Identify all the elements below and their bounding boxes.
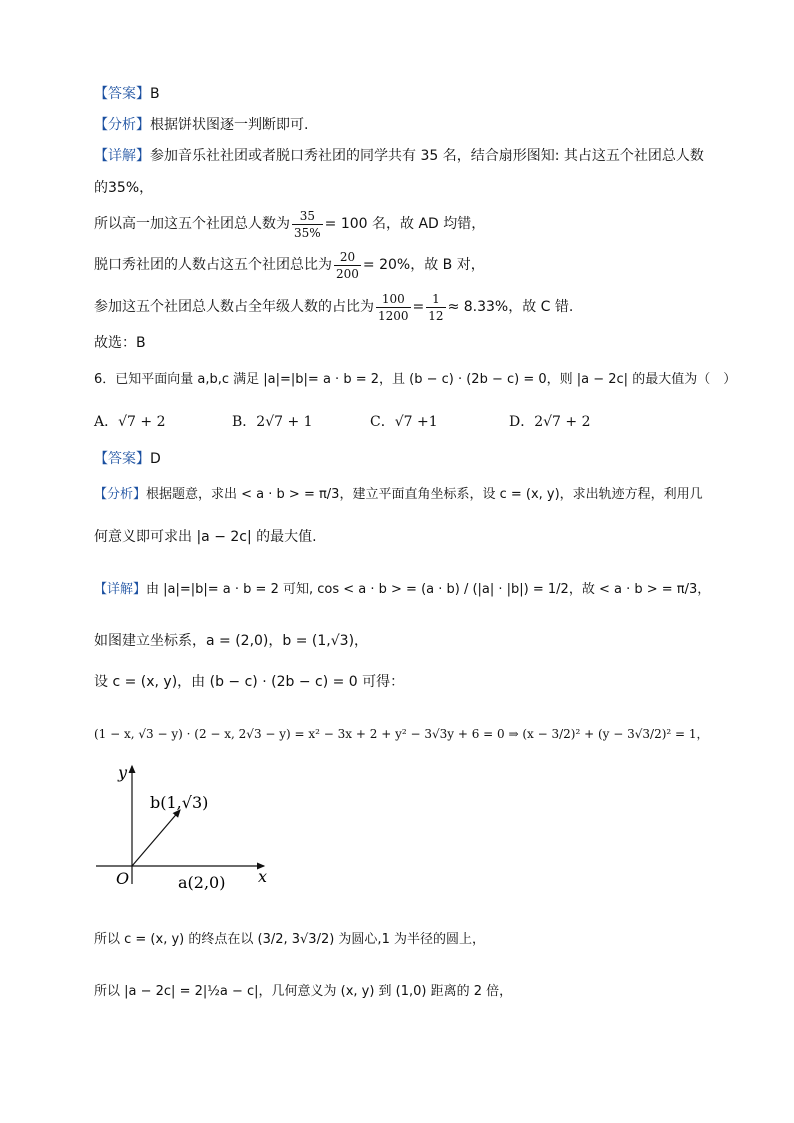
q6-detail-line-5: 所以 c = (x, y) 的终点在以 (3/2, 3√3/2) 为圆心,1 为半径的圆上， bbox=[94, 932, 485, 947]
q5-analysis-line bbox=[94, 115, 308, 135]
q5-share-line bbox=[94, 290, 573, 324]
detail-tag: 【详解】 bbox=[94, 148, 150, 164]
analysis-tag: 【分析】 bbox=[94, 117, 150, 133]
q6-detail-line-1 bbox=[94, 580, 710, 600]
q5-detail-line-2: 的35%， bbox=[94, 180, 154, 196]
denominator: 1200 bbox=[378, 308, 409, 323]
denominator: 12 bbox=[428, 308, 444, 323]
q5-total-line bbox=[94, 207, 485, 241]
answer-value: D bbox=[150, 451, 161, 467]
option-a: A．√7 + 2 bbox=[94, 414, 166, 430]
x-axis-label: x bbox=[258, 867, 268, 886]
q5-ratio-line bbox=[94, 248, 485, 282]
answer-value: B bbox=[150, 86, 160, 102]
equals: = bbox=[412, 299, 425, 315]
text: 脱口秀社团的人数占这五个社团总比为 bbox=[94, 257, 332, 273]
q6-detail-line-2: 如图建立坐标系，a = (2,0)，b = (1,√3)， bbox=[94, 633, 369, 649]
fraction bbox=[376, 291, 411, 324]
numerator: 1 bbox=[426, 291, 445, 308]
text: = 100 名，故 AD 均错， bbox=[324, 216, 486, 232]
q5-detail-line-1 bbox=[94, 146, 704, 166]
option-b: B．2√7 + 1 bbox=[232, 414, 313, 430]
q6-equation-line: (1 − x, √3 − y) · (2 − x, 2√3 − y) = x² − 3x + 2 + y² − 3√3y + 6 = 0 ⇒ (x − 3/2)² + (y − 3√3/2)² = 1， bbox=[94, 727, 709, 741]
vector-b-line bbox=[132, 810, 180, 866]
analysis-tag: 【分析】 bbox=[94, 487, 147, 502]
vector-a-label: a(2,0) bbox=[178, 873, 226, 892]
answer-tag: 【答案】 bbox=[94, 451, 150, 467]
fraction bbox=[334, 249, 361, 282]
q6-detail-line-3: 设 c = (x, y)，由 (b − c) · (2b − c) = 0 可得： bbox=[94, 674, 405, 690]
q5-choice-line: 故选：B bbox=[94, 335, 146, 351]
text: = 20%，故 B 对， bbox=[362, 257, 485, 273]
text: 所以高一加这五个社团总人数为 bbox=[94, 216, 290, 232]
detail-tag: 【详解】 bbox=[94, 582, 147, 597]
detail-text: 由 |a|=|b|= a · b = 2 可知, cos < a · b > = (a · b) / (|a| · |b|) = 1/2，故 < a · b > = π/3， bbox=[146, 582, 711, 597]
text: ≈ 8.33%，故 C 错. bbox=[447, 299, 574, 315]
denominator: 200 bbox=[336, 266, 359, 281]
numerator: 100 bbox=[376, 291, 411, 308]
analysis-text: 根据题意，求出 < a · b > = π/3，建立平面直角坐标系，设 c = (x, y)，求出轨迹方程，利用几 bbox=[146, 487, 703, 502]
q6-analysis-line-1 bbox=[94, 485, 703, 505]
fraction bbox=[426, 291, 445, 324]
numerator: 20 bbox=[334, 249, 361, 266]
q6-detail-line-6: 所以 |a − 2c| = 2|½a − c|，几何意义为 (x, y) 到 (1,0) 距离的 2 倍， bbox=[94, 984, 513, 999]
text: 参加这五个社团总人数占全年级人数的占比为 bbox=[94, 299, 374, 315]
q6-analysis-line-2: 何意义即可求出 |a − 2c| 的最大值. bbox=[94, 529, 317, 545]
option-c: C．√7 +1 bbox=[370, 414, 438, 430]
q6-answer-line bbox=[94, 449, 161, 469]
numerator: 35 bbox=[292, 208, 323, 225]
denominator: 35% bbox=[294, 225, 321, 240]
answer-tag: 【答案】 bbox=[94, 86, 150, 102]
q6-question: 6．已知平面向量 a,b,c 满足 |a|=|b|= a · b = 2，且 (b − c) · (2b − c) = 0，则 |a − 2c| 的最大值为（ ） bbox=[94, 372, 737, 387]
fraction bbox=[292, 208, 323, 241]
analysis-text: 根据饼状图逐一判断即可. bbox=[150, 117, 309, 133]
origin-label: O bbox=[116, 869, 130, 888]
option-d: D．2√7 + 2 bbox=[509, 414, 591, 430]
coordinate-figure bbox=[92, 760, 282, 900]
detail-text: 参加音乐社社团或者脱口秀社团的同学共有 35 名，结合扇形图知: 其占这五个社团总人数 bbox=[150, 148, 704, 164]
q5-answer-line bbox=[94, 84, 160, 104]
y-axis-label: y bbox=[118, 763, 128, 782]
vector-b-label: b(1,√3) bbox=[150, 793, 209, 812]
